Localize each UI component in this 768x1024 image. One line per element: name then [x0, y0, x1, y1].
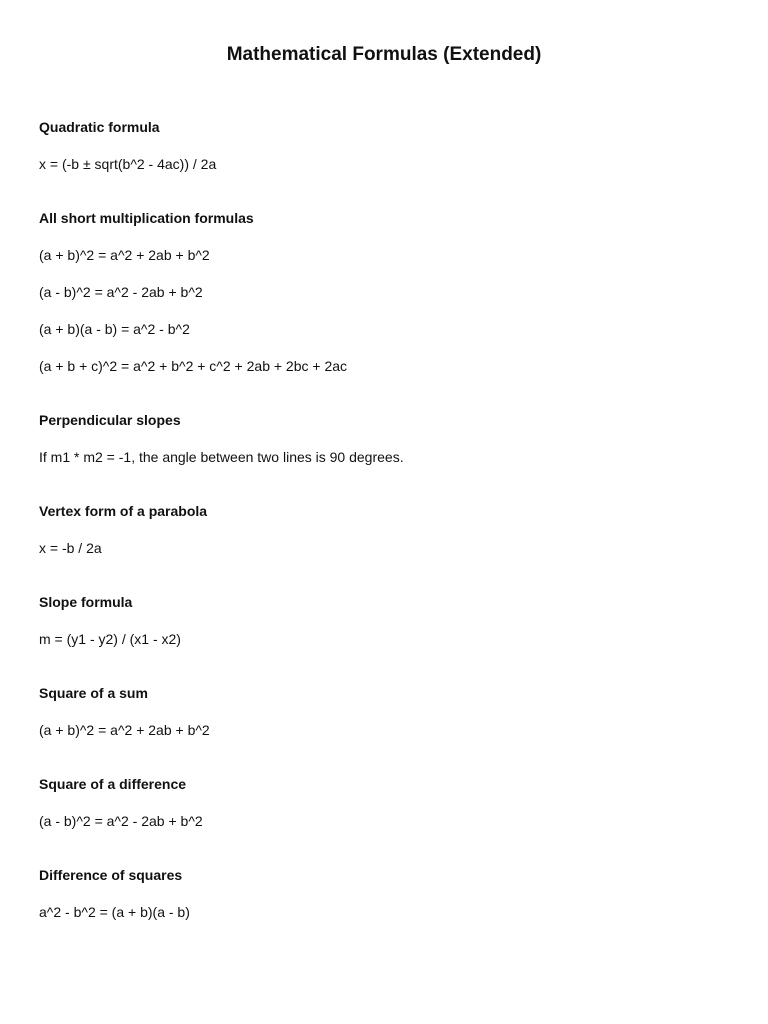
- section-square-of-difference: [39, 773, 739, 832]
- section-heading: All short multiplication formulas: [39, 210, 254, 226]
- section-heading: Square of a difference: [39, 776, 187, 792]
- section-heading: Perpendicular slopes: [39, 412, 181, 428]
- section-difference-of-squares: [39, 864, 739, 923]
- section-short-multiplication: [39, 207, 739, 377]
- section-heading: Quadratic formula: [39, 119, 160, 135]
- document-title: Mathematical Formulas (Extended): [226, 44, 542, 65]
- formula-line: (a + b)^2 = a^2 + 2ab + b^2: [39, 247, 210, 263]
- section-quadratic-formula: [39, 116, 739, 175]
- formula-line: x = -b / 2a: [39, 540, 102, 556]
- formula-line: (a - b)^2 = a^2 - 2ab + b^2: [39, 284, 203, 300]
- formula-line: x = (-b ± sqrt(b^2 - 4ac)) / 2a: [39, 156, 217, 172]
- formula-line: m = (y1 - y2) / (x1 - x2): [39, 631, 181, 647]
- section-perpendicular-slopes: [39, 409, 739, 468]
- section-heading: Square of a sum: [39, 685, 148, 701]
- formula-line: a^2 - b^2 = (a + b)(a - b): [39, 904, 190, 920]
- section-slope-formula: [39, 591, 739, 650]
- document-body: [39, 116, 739, 955]
- section-vertex-form: [39, 500, 739, 559]
- formula-line: (a + b + c)^2 = a^2 + b^2 + c^2 + 2ab + 2bc + 2ac: [39, 358, 348, 374]
- section-square-of-sum: [39, 682, 739, 741]
- section-heading: Vertex form of a parabola: [39, 503, 208, 519]
- section-heading: Difference of squares: [39, 867, 183, 883]
- formula-line: (a + b)(a - b) = a^2 - b^2: [39, 321, 190, 337]
- formula-line: (a - b)^2 = a^2 - 2ab + b^2: [39, 813, 203, 829]
- formula-line: (a + b)^2 = a^2 + 2ab + b^2: [39, 722, 210, 738]
- formula-line: If m1 * m2 = -1, the angle between two lines is 90 degrees.: [39, 449, 404, 465]
- section-heading: Slope formula: [39, 594, 133, 610]
